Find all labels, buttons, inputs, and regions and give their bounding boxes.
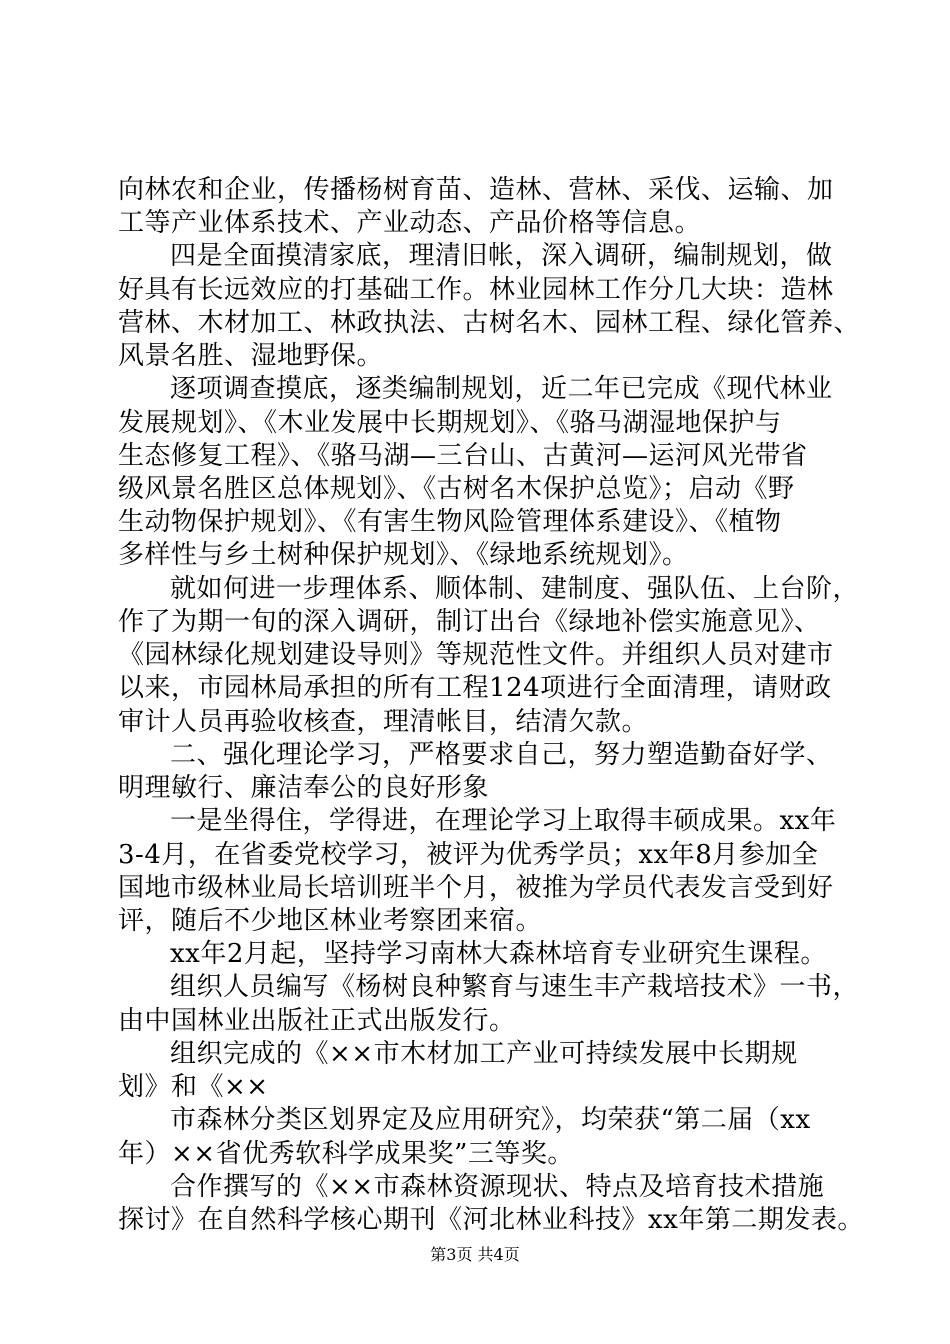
- text-line: 级风景名胜区总体规划》、《古树名木保护总览》；启动《野: [118, 474, 795, 504]
- text-line: 划》和《××: [118, 1072, 269, 1102]
- text-line: 国地市级林业局长培训班半个月，被推为学员代表发言受到好: [118, 873, 834, 903]
- text-line: 多样性与乡土树种保护规划》、《绿地系统规划》。: [118, 540, 689, 570]
- text-line: 四是全面摸清家底，理清旧帐，深入调研，编制规划，做: [170, 241, 833, 271]
- text-line: 由中国林业出版社正式出版发行。: [118, 1006, 516, 1036]
- text-line: 《园林绿化规划建设导则》等规范性文件。并组织人员对建市: [118, 640, 834, 670]
- text-line: 生态修复工程》、《骆马湖—三台山、古黄河—运河风光带省: [118, 441, 808, 471]
- text-line: 探讨》在自然科学核心期刊《河北林业科技》xx年第二期发表。: [118, 1205, 864, 1235]
- text-line: 发展规划》、《木业发展中长期规划》、《骆马湖湿地保护与: [118, 408, 782, 438]
- text-line: 工等产业体系技术、产业动态、产品价格等信息。: [118, 208, 702, 238]
- text-line: 一是坐得住，学得进，在理论学习上取得丰硕成果。xx年: [170, 806, 837, 836]
- text-line: 就如何进一步理体系、顺体制、建制度、强队伍、上台阶，: [170, 574, 860, 604]
- text-line: 向林农和企业，传播杨树育苗、造林、营林、采伐、运输、加: [118, 175, 834, 205]
- text-line: 作了为期一旬的深入调研，制订出台《绿地补偿实施意见》、: [118, 607, 821, 637]
- page-footer: 第3页 共4页: [430, 1245, 520, 1264]
- text-line: xx年2月起，坚持学习南林大森林培育专业研究生课程。: [170, 939, 827, 969]
- text-line: 以来，市园林局承担的所有工程124项进行全面清理，请财政: [118, 673, 832, 703]
- text-line: 生动物保护规划》、《有害生物风险管理体系建设》、《植物: [118, 507, 782, 537]
- text-line: 评，随后不少地区林业考察团来宿。: [118, 906, 543, 936]
- text-line: 年）××省优秀软科学成果奖”三等奖。: [118, 1139, 574, 1169]
- text-line: 二、强化理论学习，严格要求自己，努力塑造勤奋好学、: [170, 740, 833, 770]
- text-line: 营林、木材加工、林政执法、古树名木、园林工程、绿化管养、: [118, 308, 861, 338]
- text-line: 市森林分类区划界定及应用研究》，均荣获“第二届（xx: [170, 1105, 811, 1135]
- text-line: 3-4月，在省委党校学习，被评为优秀学员；xx年8月参加全: [118, 840, 819, 870]
- text-line: 明理敏行、廉洁奉公的良好形象: [118, 773, 490, 803]
- text-line: 好具有长远效应的打基础工作。林业园林工作分几大块：造林: [118, 275, 834, 305]
- text-line: 逐项调查摸底，逐类编制规划，近二年已完成《现代林业: [170, 374, 833, 404]
- text-line: 组织完成的《××市木材加工产业可持续发展中长期规: [170, 1039, 798, 1069]
- text-line: 风景名胜、湿地野保。: [118, 341, 384, 371]
- text-line: 审计人员再验收核查，理清帐目，结清欠款。: [118, 707, 649, 737]
- text-line: 合作撰写的《××市森林资源现状、特点及培育技术措施: [170, 1172, 825, 1202]
- text-line: 组织人员编写《杨树良种繁育与速生丰产栽培技术》一书，: [170, 972, 860, 1002]
